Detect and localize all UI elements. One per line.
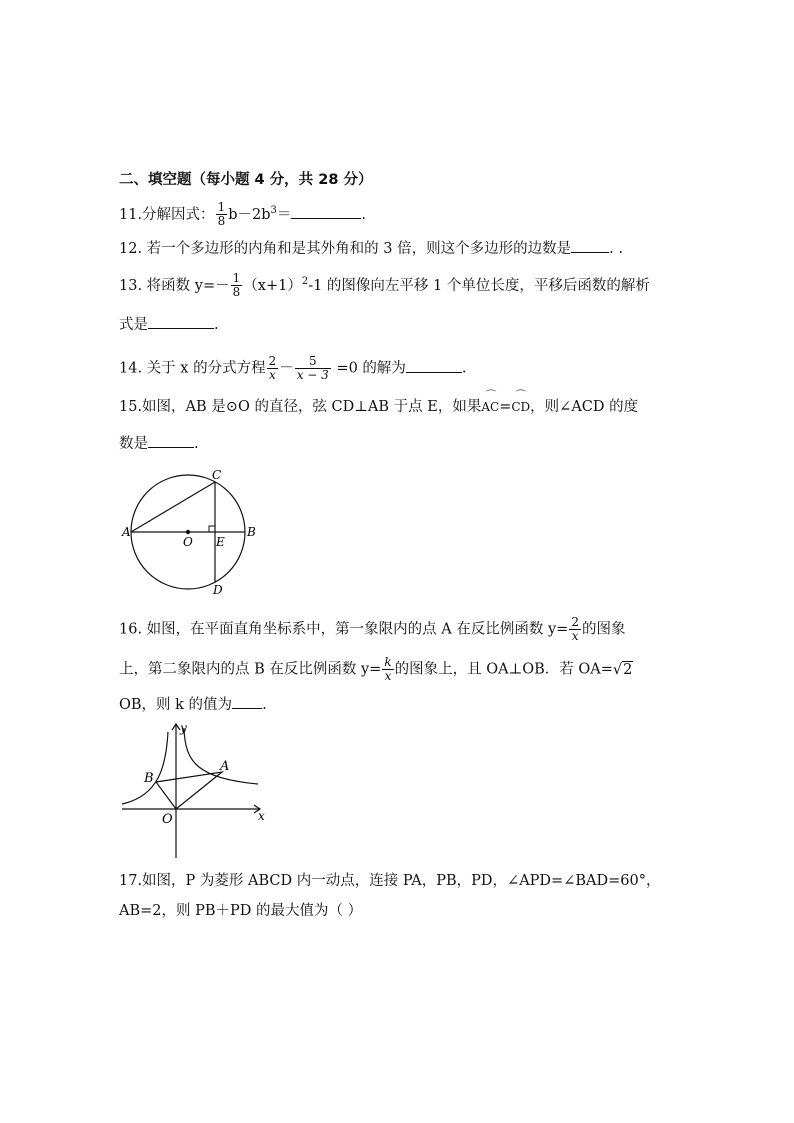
q16-fraction-2 [382, 656, 393, 683]
label-e: E [216, 535, 225, 549]
q16-l1-rest: 的图象 [581, 621, 626, 638]
q12-end: . . [609, 241, 623, 257]
q17-line2: AB=2，则 PB＋PD 的最大值为（ ） [119, 903, 363, 919]
question-16-line2 [119, 656, 633, 683]
label-y: y [180, 721, 187, 735]
q11-eq: ＝ [276, 206, 292, 223]
q13-prefix: 13. 将函数 y=－ [119, 277, 230, 294]
q14-answer-blank[interactable] [406, 358, 462, 373]
q17-line1: 17.如图，P 为菱形 ABCD 内一动点，连接 PA，PB，PD，∠APD=∠BAD=60°， [119, 873, 661, 889]
center-point [186, 530, 190, 534]
figure-15-circle [118, 468, 268, 596]
q14-f2-num: 5 [295, 355, 331, 369]
q14-f2-den: x − 3 [296, 368, 329, 382]
figure-16-coordinates [118, 718, 270, 860]
q11-expr: b－2b [228, 206, 271, 223]
triangle-oab [156, 772, 222, 809]
q13-answer-blank[interactable] [148, 314, 214, 329]
q16-l2-prefix: 上，第二象限内的点 B 在反比例函数 y= [119, 661, 382, 678]
q13-frac-den: 8 [232, 285, 241, 300]
label-x: x [258, 809, 265, 823]
q14-f1-num: 2 [268, 354, 277, 368]
q16-f1-den: x [571, 629, 579, 643]
q16-answer-blank[interactable] [232, 694, 262, 709]
question-13 [119, 272, 650, 299]
label-b: B [247, 525, 256, 539]
q14-end: . [461, 360, 467, 377]
label-a: A [122, 525, 131, 539]
q14-f1-den: x [269, 368, 276, 382]
question-16-line3 [119, 694, 267, 715]
q12-answer-blank[interactable] [571, 238, 609, 253]
q14-prefix: 14. 关于 x 的分式方程 [119, 360, 266, 377]
question-11 [119, 201, 366, 228]
q16-l1-prefix: 16. 如图，在平面直角坐标系中，第一象限内的点 A 在反比例函数 y= [119, 621, 569, 638]
q11-prefix: 11.分解因式： [119, 206, 215, 223]
question-16 [119, 616, 625, 643]
q16-end: . [262, 697, 267, 713]
q11-frac-den: 8 [217, 214, 226, 229]
label-a: A [220, 759, 230, 774]
label-d: D [213, 583, 223, 596]
q16-f1-num: 2 [571, 615, 579, 629]
curve-y-k-over-x [122, 732, 168, 804]
question-17-line2 [119, 901, 362, 921]
q13-frac-num: 1 [232, 271, 241, 286]
q16-fraction-1 [569, 616, 581, 643]
q16-f2-den: x [384, 669, 392, 683]
q14-rest: =0 的解为 [331, 360, 406, 377]
label-c: C [212, 468, 222, 482]
question-15-line2 [119, 433, 199, 454]
q16-l2-rest: 的图象上，且 OA⊥OB．若 OA= [394, 661, 613, 678]
q16-l3-prefix: OB，则 k 的值为 [119, 697, 233, 713]
q15-rest: ，则∠ACD 的度 [530, 399, 639, 415]
q12-text: 12. 若一个多边形的内角和是其外角和的 3 倍，则这个多边形的边数是 [119, 241, 572, 257]
section-heading: 二、填空题（每小题 4 分，共 28 分） [119, 172, 373, 188]
q15-end: . [194, 436, 199, 452]
label-o: O [183, 535, 193, 549]
q13-rest: -1 的图像向左平移 1 个单位长度，平移后函数的解析 [308, 277, 650, 294]
q16-f2-num: k [384, 655, 392, 669]
label-b: B [144, 771, 154, 786]
q13-exp: 2 [301, 276, 309, 287]
q14-fraction-1 [267, 355, 279, 382]
q13-mid: （x+1） [243, 277, 302, 294]
question-15 [119, 397, 638, 417]
q14-minus: － [279, 360, 294, 377]
q11-end: . [361, 206, 366, 223]
q13-end: . [214, 317, 219, 333]
q16-sqrt-value: 2 [623, 661, 633, 678]
right-angle-mark [209, 526, 215, 532]
q15-prefix: 15.如图，AB 是⊙O 的直径，弦 CD⊥AB 于点 E，如果 [119, 399, 482, 415]
segment-ac [131, 482, 215, 532]
q15-arc-ac: ⌒ AC [481, 397, 499, 417]
label-o: O [162, 812, 173, 827]
q11-exp: 3 [270, 205, 277, 216]
q15-eq: = [499, 399, 512, 415]
q15-answer-blank[interactable] [148, 433, 194, 448]
q11-frac-num: 1 [217, 200, 226, 215]
question-17 [119, 871, 660, 891]
question-13-line2 [119, 314, 219, 335]
question-14 [119, 355, 467, 382]
question-12 [119, 238, 623, 259]
q16-sqrt: √2 [612, 661, 633, 678]
q11-answer-blank[interactable] [291, 204, 361, 219]
q11-fraction [216, 201, 228, 228]
q15-arc-cd: ⌒ CD [511, 397, 530, 417]
q14-fraction-2 [295, 355, 331, 382]
q15-line2: 数是 [119, 436, 148, 452]
q13-fraction [231, 272, 243, 299]
q13-line2: 式是 [119, 317, 148, 333]
